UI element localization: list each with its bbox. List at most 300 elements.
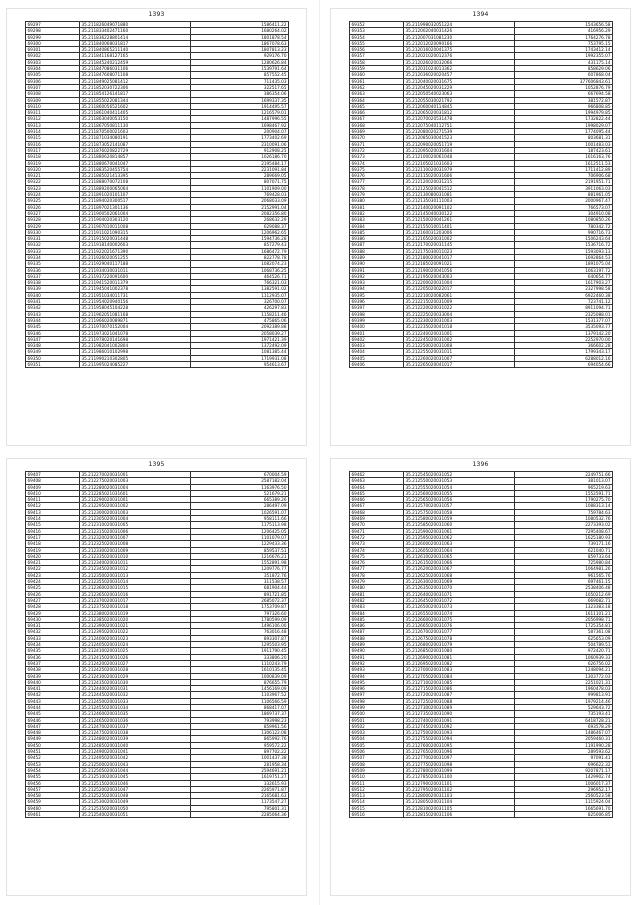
- row-amount-cell: 1082074.23: [261, 261, 287, 267]
- row-code-cell: 35.211826049071880: [80, 22, 191, 27]
- row-amount-cell: 667694.58: [587, 91, 611, 97]
- row-code-cell: 35.212190020041056: [404, 268, 515, 273]
- row-id-cell: 69415: [26, 522, 80, 527]
- row-id-cell: 69373: [350, 154, 404, 159]
- row-id-cell: 69483: [350, 604, 404, 609]
- row-code-cell: 35.212170020031145: [404, 242, 515, 247]
- row-id-cell: 69395: [350, 293, 404, 298]
- row-amount-cell: 681904.44: [263, 585, 287, 591]
- row-amount-cell: 1209776.77: [261, 566, 287, 572]
- row-code-cell: 35.211951034011731: [80, 293, 191, 298]
- row-amount-cell: 1026186.70: [261, 154, 287, 160]
- row-id-cell: 69413: [26, 510, 80, 515]
- row-code-cell: 35.212175030011023: [404, 249, 515, 254]
- row-amount-cell: 669082.71: [587, 597, 611, 603]
- row-amount-cell: 2587182.04: [261, 478, 287, 484]
- row-code-cell: 35.211907010011008: [80, 224, 191, 229]
- row-id-cell: 69367: [350, 116, 404, 121]
- row-amount-cell: 1617903.27: [585, 280, 611, 286]
- row-code-cell: 35.212550020031053: [404, 478, 515, 483]
- row-amount-cell: 1711412.89: [585, 166, 611, 172]
- row-id-cell: 69369: [350, 129, 404, 134]
- row-amount-cell: 1429902.74: [585, 774, 611, 780]
- row-id-cell: 69385: [350, 230, 404, 235]
- row-amount-cell: 326700.07: [263, 299, 287, 305]
- page-title: 1395: [148, 461, 165, 468]
- row-code-cell: 35.212435020031030: [80, 680, 191, 685]
- row-id-cell: 69324: [26, 192, 80, 197]
- row-code-cell: 35.212730020031089: [404, 705, 515, 710]
- row-id-cell: 69515: [350, 806, 404, 811]
- row-id-cell: 69497: [350, 692, 404, 697]
- row-id-cell: 69417: [26, 535, 80, 540]
- row-amount-cell: 739171.16: [587, 541, 611, 547]
- row-id-cell: 69478: [350, 573, 404, 578]
- row-amount-cell: 2152991.04: [261, 204, 287, 210]
- row-id-cell: 69402: [350, 337, 404, 342]
- row-id-cell: 69389: [350, 255, 404, 260]
- row-amount-cell: 3911063.03: [585, 185, 611, 191]
- row-code-cell: 35.212095020031604: [404, 148, 515, 153]
- row-amount-cell: 1539791.64: [261, 66, 287, 72]
- row-amount-cell: 2325088.01: [585, 311, 611, 317]
- row-id-cell: 69345: [26, 324, 80, 329]
- row-code-cell: 35.212375020031018: [80, 604, 191, 609]
- row-amount-cell: 803681.31: [587, 135, 611, 141]
- row-amount-cell: 640654.77: [587, 273, 611, 279]
- row-id-cell: 69327: [26, 211, 80, 216]
- row-code-cell: 35.212031024013362: [404, 66, 515, 71]
- row-amount-cell: 990716.73: [587, 229, 611, 235]
- row-code-cell: 35.212625020031068: [404, 573, 515, 578]
- row-id-cell: 69419: [26, 548, 80, 553]
- row-id-cell: 69406: [350, 362, 404, 367]
- row-code-cell: 35.212385020031020: [80, 617, 191, 622]
- row-id-cell: 69348: [26, 343, 80, 348]
- row-code-cell: 35.212460020031035: [80, 711, 191, 716]
- row-code-cell: 35.212505020031044: [80, 768, 191, 773]
- row-amount-cell: 289593.62: [587, 749, 611, 755]
- row-code-cell: 35.212515020031046: [80, 781, 191, 786]
- row-amount-cell: 1594736.28: [261, 236, 287, 242]
- row-amount-cell: 1106566.59: [261, 698, 287, 704]
- row-amount-cell: 665389.26: [263, 497, 287, 503]
- row-code-cell: 35.212325020031008: [80, 541, 191, 546]
- row-id-cell: 69303: [26, 60, 80, 65]
- row-code-cell: 35.211982041002804: [80, 343, 191, 348]
- row-amount-cell: 876655.79: [263, 679, 287, 685]
- table-row: [26, 362, 288, 368]
- row-id-cell: 69321: [26, 173, 80, 178]
- row-code-cell: 35.212245020031002: [404, 337, 515, 342]
- row-code-cell: 35.212065020031812: [404, 110, 515, 115]
- row-amount-cell: 1110243.79: [261, 660, 287, 666]
- row-code-cell: 35.212275020031003: [80, 478, 191, 483]
- row-amount-cell: 1732822.44: [585, 116, 611, 122]
- row-id-cell: 69344: [26, 318, 80, 323]
- row-id-cell: 69340: [26, 293, 80, 298]
- row-id-cell: 69449: [26, 736, 80, 741]
- row-amount-cell: 1914495.57: [261, 103, 287, 109]
- row-amount-cell: 1612511.53: [585, 160, 611, 166]
- row-code-cell: 35.212805020031104: [404, 799, 515, 804]
- row-id-cell: 69335: [26, 261, 80, 266]
- row-amount-cell: 1998029.07: [585, 122, 611, 128]
- row-code-cell: 35.212800020031103: [404, 793, 515, 798]
- row-code-cell: 35.211863040053150: [80, 116, 191, 121]
- row-amount-cell: 954613.67: [263, 362, 287, 368]
- row-code-cell: 35.212710020031085: [404, 680, 515, 685]
- row-amount-cell: 2000967.47: [585, 198, 611, 204]
- row-amount-cell: 1163976.50: [261, 484, 287, 490]
- row-id-cell: 69379: [350, 192, 404, 197]
- row-amount-cell: 381013.07: [587, 478, 611, 484]
- row-amount-cell: 2251021.31: [585, 679, 611, 685]
- row-code-cell: 35.212725020031088: [404, 699, 515, 704]
- row-amount-cell: 1536716.72: [585, 242, 611, 248]
- row-code-cell: 35.212430020031029: [80, 674, 191, 679]
- row-amount-cell: 1552591.71: [585, 490, 611, 496]
- row-code-cell: 35.212235020041018: [404, 324, 515, 329]
- row-id-cell: 69329: [26, 224, 80, 229]
- row-amount-cell: 1992355.07: [585, 53, 611, 59]
- row-amount-cell: 2273393.02: [585, 522, 611, 528]
- row-amount-cell: 1586411.22: [261, 22, 287, 27]
- row-code-cell: 35.211973021041078: [80, 331, 191, 336]
- row-id-cell: 69490: [350, 648, 404, 653]
- row-id-cell: 69397: [350, 305, 404, 310]
- row-code-cell: 35.212585020031060: [404, 522, 515, 527]
- row-id-cell: 69388: [350, 249, 404, 254]
- row-amount-cell: 1280626.84: [261, 59, 287, 65]
- row-id-cell: 69455: [26, 774, 80, 779]
- row-code-cell: 35.212355020031014: [80, 579, 191, 584]
- row-id-cell: 69401: [350, 331, 404, 336]
- row-code-cell: 35.211847608071108: [80, 72, 191, 77]
- row-amount-cell: 289669.05: [263, 173, 287, 179]
- row-id-cell: 69459: [26, 799, 80, 804]
- row-amount-cell: 797326.60: [263, 610, 287, 616]
- row-amount-cell: 475865.06: [263, 317, 287, 323]
- row-amount-cell: 2285064.36: [261, 812, 287, 818]
- row-amount-cell: 2560523.58: [585, 793, 611, 799]
- row-amount-cell: 286497.09: [263, 503, 287, 509]
- row-id-cell: 69462: [350, 472, 404, 477]
- row-id-cell: 69341: [26, 299, 80, 304]
- row-code-cell: 35.211885021413395: [80, 173, 191, 178]
- row-id-cell: 69353: [350, 28, 404, 33]
- row-code-cell: 35.212110020031979: [404, 167, 515, 172]
- row-id-cell: 69437: [26, 661, 80, 666]
- row-code-cell: 35.212815020031106: [404, 812, 515, 817]
- row-code-cell: 35.212345020031012: [80, 566, 191, 571]
- row-amount-cell: 2068033.09: [261, 198, 287, 204]
- row-amount-cell: 2538406.48: [585, 585, 611, 591]
- row-code-cell: 35.211915020031448: [80, 236, 191, 241]
- row-amount-cell: 416956.29: [587, 28, 611, 34]
- row-code-cell: 35.212085030041523: [404, 135, 515, 140]
- row-id-cell: 69431: [26, 623, 80, 628]
- row-code-cell: 35.212007031081230: [404, 35, 515, 40]
- row-id-cell: 69443: [26, 699, 80, 704]
- row-code-cell: 35.212160031203006: [404, 230, 515, 235]
- row-amount-cell: 6288012.16: [585, 355, 611, 361]
- row-code-cell: 35.212810020031105: [404, 806, 515, 811]
- row-amount-cell: 2059460.31: [585, 736, 611, 742]
- row-code-cell: 35.211871034080191: [80, 135, 191, 140]
- row-code-cell: 35.212465020031036: [80, 718, 191, 723]
- row-id-cell: 69412: [26, 503, 80, 508]
- row-code-cell: 35.212555020031054: [404, 485, 515, 490]
- row-id-cell: 69346: [26, 331, 80, 336]
- row-code-cell: 35.211833402471160: [80, 28, 191, 33]
- table-row: [350, 362, 612, 368]
- row-amount-cell: 857279.43: [263, 242, 287, 248]
- document-page-1: [6, 8, 307, 446]
- row-id-cell: 69472: [350, 535, 404, 540]
- row-amount-cell: 766573.07: [587, 204, 611, 210]
- row-amount-cell: 694054.66: [587, 362, 611, 368]
- row-id-cell: 69448: [26, 730, 80, 735]
- row-id-cell: 69301: [26, 47, 80, 52]
- row-code-cell: 35.212295020031002: [80, 503, 191, 508]
- row-code-cell: 35.212530020031049: [80, 799, 191, 804]
- row-code-cell: 35.212410020031025: [80, 648, 191, 653]
- row-code-cell: 35.212695020031082: [404, 661, 515, 666]
- row-id-cell: 69368: [350, 123, 404, 128]
- row-code-cell: 35.211836228801414: [80, 35, 191, 40]
- row-code-cell: 35.212250020031008: [404, 343, 515, 348]
- row-code-cell: 35.211870500021603: [80, 129, 191, 134]
- row-amount-cell: 1994979.85: [585, 110, 611, 116]
- row-amount-cell: 1506243.64: [585, 236, 611, 242]
- row-id-cell: 69364: [350, 98, 404, 103]
- row-code-cell: 35.211926020051255: [80, 255, 191, 260]
- row-code-cell: 35.212500020031043: [80, 762, 191, 767]
- row-code-cell: 35.211990210302805: [80, 356, 191, 361]
- row-amount-cell: 893307.87: [263, 635, 287, 641]
- row-code-cell: 35.212002040031426: [404, 28, 515, 33]
- row-code-cell: 35.211897021301136: [80, 205, 191, 210]
- row-amount-cell: 2191951.71: [585, 179, 611, 185]
- row-id-cell: 69454: [26, 768, 80, 773]
- row-amount-cell: 2685072.37: [261, 597, 287, 603]
- row-amount-cell: 1456169.09: [261, 686, 287, 692]
- row-amount-cell: 793998.23: [263, 717, 287, 723]
- row-id-cell: 69489: [350, 642, 404, 647]
- row-id-cell: 69469: [350, 516, 404, 521]
- row-code-cell: 35.212335020031010: [80, 554, 191, 559]
- row-code-cell: 35.212370020031017: [80, 598, 191, 603]
- row-code-cell: 35.212620020031067: [404, 566, 515, 571]
- row-amount-cell: 825006.85: [587, 812, 611, 818]
- row-amount-cell: 381572.87: [587, 97, 611, 103]
- row-code-cell: 35.212290020031001: [80, 497, 191, 502]
- data-table: [25, 21, 289, 368]
- row-id-cell: 69315: [26, 135, 80, 140]
- row-amount-cell: 281958.34: [263, 761, 287, 767]
- row-amount-cell: 625653.09: [587, 635, 611, 641]
- row-id-cell: 69445: [26, 711, 80, 716]
- row-id-cell: 69457: [26, 787, 80, 792]
- row-code-cell: 35.212450020031033: [80, 699, 191, 704]
- row-code-cell: 35.211934030031011: [80, 268, 191, 273]
- row-id-cell: 69411: [26, 497, 80, 502]
- row-amount-cell: 711435.03: [263, 78, 287, 84]
- row-code-cell: 35.212380020031019: [80, 611, 191, 616]
- row-code-cell: 35.212540020031051: [80, 812, 191, 817]
- row-code-cell: 35.211945041002378: [80, 286, 191, 291]
- row-amount-cell: 366602.28: [587, 343, 611, 349]
- row-id-cell: 69466: [350, 497, 404, 502]
- row-code-cell: 35.212645020031072: [404, 598, 515, 603]
- row-code-cell: 35.212700020031083: [404, 667, 515, 672]
- table-row: [26, 812, 288, 818]
- row-id-cell: 69476: [350, 560, 404, 565]
- row-code-cell: 35.212490020031041: [80, 749, 191, 754]
- row-amount-cell: 1052876.79: [585, 84, 611, 90]
- row-code-cell: 35.212425020031028: [80, 667, 191, 672]
- row-id-cell: 69467: [350, 503, 404, 508]
- row-id-cell: 69477: [350, 566, 404, 571]
- row-id-cell: 69357: [350, 53, 404, 58]
- row-amount-cell: 696622.32: [587, 761, 611, 767]
- row-id-cell: 69376: [350, 173, 404, 178]
- row-code-cell: 35.211861040411405: [80, 110, 191, 115]
- row-amount-cell: 1068736.25: [261, 267, 287, 273]
- row-amount-cell: 769428.03: [263, 192, 287, 198]
- row-id-cell: 69362: [350, 85, 404, 90]
- row-code-cell: 35.211978020141698: [80, 337, 191, 342]
- row-id-cell: 69511: [350, 781, 404, 786]
- row-amount-cell: 965219.63: [587, 484, 611, 490]
- row-id-cell: 69465: [350, 491, 404, 496]
- row-amount-cell: 1158211.46: [261, 311, 287, 317]
- row-amount-cell: 2195484.17: [261, 160, 287, 166]
- row-id-cell: 69493: [350, 667, 404, 672]
- row-amount-cell: 1699337.35: [261, 97, 287, 103]
- row-amount-cell: 857552.45: [263, 72, 287, 78]
- row-code-cell: 35.211880670041047: [80, 161, 191, 166]
- row-code-cell: 35.212080020271539: [404, 129, 515, 134]
- row-code-cell: 35.212595020031062: [404, 535, 515, 540]
- row-amount-cell: 1026591.07: [261, 509, 287, 515]
- row-id-cell: 69418: [26, 541, 80, 546]
- row-amount-cell: 859961.56: [263, 723, 287, 729]
- row-amount-cell: 966808.85: [587, 103, 611, 109]
- row-id-cell: 69422: [26, 566, 80, 571]
- row-amount-cell: 2082356.80: [261, 210, 287, 216]
- row-amount-cell: 1080850.26: [585, 217, 611, 223]
- row-id-cell: 69475: [350, 554, 404, 559]
- row-amount-cell: 6418728.21: [585, 717, 611, 723]
- row-id-cell: 69444: [26, 705, 80, 710]
- row-code-cell: 35.212655020031074: [404, 611, 515, 616]
- row-id-cell: 69488: [350, 636, 404, 641]
- row-code-cell: 35.212180020041017: [404, 255, 515, 260]
- row-id-cell: 69390: [350, 261, 404, 266]
- row-code-cell: 35.212575020031058: [404, 510, 515, 515]
- row-id-cell: 69396: [350, 299, 404, 304]
- data-table: [349, 471, 613, 818]
- row-amount-cell: 897702.22: [263, 749, 287, 755]
- row-code-cell: 35.212115020031606: [404, 173, 515, 178]
- row-amount-cell: 626756.02: [587, 660, 611, 666]
- row-code-cell: 35.212570020031057: [404, 503, 515, 508]
- row-code-cell: 35.212680020031079: [404, 642, 515, 647]
- row-id-cell: 69434: [26, 642, 80, 647]
- row-amount-cell: 1790275.70: [585, 497, 611, 503]
- row-code-cell: 35.212415020031026: [80, 655, 191, 660]
- row-amount-cell: 2092389.88: [261, 324, 287, 330]
- row-id-cell: 69416: [26, 529, 80, 534]
- row-amount-cell: 912908.25: [263, 147, 287, 153]
- row-id-cell: 69438: [26, 667, 80, 672]
- row-code-cell: 35.212715020031086: [404, 686, 515, 691]
- row-code-cell: 35.212360020031015: [80, 585, 191, 590]
- row-amount-cell: 521679.21: [263, 490, 287, 496]
- row-code-cell: 35.211855022081344: [80, 98, 191, 103]
- row-id-cell: 69468: [350, 510, 404, 515]
- row-code-cell: 35.212026020032066: [404, 60, 515, 65]
- row-code-cell: 35.211841168127165: [80, 53, 191, 58]
- row-id-cell: 69429: [26, 611, 80, 616]
- row-id-cell: 69461: [26, 812, 80, 817]
- row-amount-cell: 2252970.00: [585, 336, 611, 342]
- row-code-cell: 35.211840068031817: [80, 41, 191, 46]
- row-id-cell: 69352: [350, 22, 404, 27]
- row-id-cell: 69387: [350, 242, 404, 247]
- row-code-cell: 35.212610020031065: [404, 554, 515, 559]
- row-code-cell: 35.212475020031038: [80, 730, 191, 735]
- row-amount-cell: 1088313.14: [585, 503, 611, 509]
- row-amount-cell: 529643.72: [587, 704, 611, 710]
- row-id-cell: 69398: [350, 312, 404, 317]
- row-id-cell: 69371: [350, 142, 404, 147]
- row-amount-cell: 1372492.09: [261, 343, 287, 349]
- row-amount-cell: 961565.76: [587, 572, 611, 578]
- row-id-cell: 69409: [26, 485, 80, 490]
- row-amount-cell: 1725354.81: [585, 623, 611, 629]
- row-id-cell: 69487: [350, 629, 404, 634]
- row-id-cell: 69338: [26, 280, 80, 285]
- row-amount-cell: 759784.63: [587, 509, 611, 515]
- row-code-cell: 35.212350020031013: [80, 573, 191, 578]
- row-amount-cell: 2058039.27: [261, 330, 287, 336]
- row-id-cell: 69400: [350, 324, 404, 329]
- row-amount-cell: 999813.91: [587, 692, 611, 698]
- row-id-cell: 69372: [350, 148, 404, 153]
- row-amount-cell: 859733.64: [587, 553, 611, 559]
- row-code-cell: 35.212420020031027: [80, 661, 191, 666]
- row-code-cell: 35.212140020091102: [404, 205, 515, 210]
- row-id-cell: 69347: [26, 337, 80, 342]
- row-code-cell: 35.212390020031021: [80, 623, 191, 628]
- row-amount-cell: 780342.72: [587, 223, 611, 229]
- row-code-cell: 35.212705020031084: [404, 674, 515, 679]
- row-code-cell: 35.211888070072108: [80, 179, 191, 184]
- row-id-cell: 69383: [350, 217, 404, 222]
- row-amount-cell: 1801878.54: [261, 34, 287, 40]
- row-id-cell: 69334: [26, 255, 80, 260]
- row-id-cell: 69343: [26, 312, 80, 317]
- row-amount-cell: 670004.59: [263, 472, 287, 477]
- row-id-cell: 69382: [350, 211, 404, 216]
- row-code-cell: 35.212785020031100: [404, 774, 515, 779]
- row-id-cell: 69452: [26, 755, 80, 760]
- row-amount-cell: 929176.70: [263, 53, 287, 59]
- row-id-cell: 69426: [26, 592, 80, 597]
